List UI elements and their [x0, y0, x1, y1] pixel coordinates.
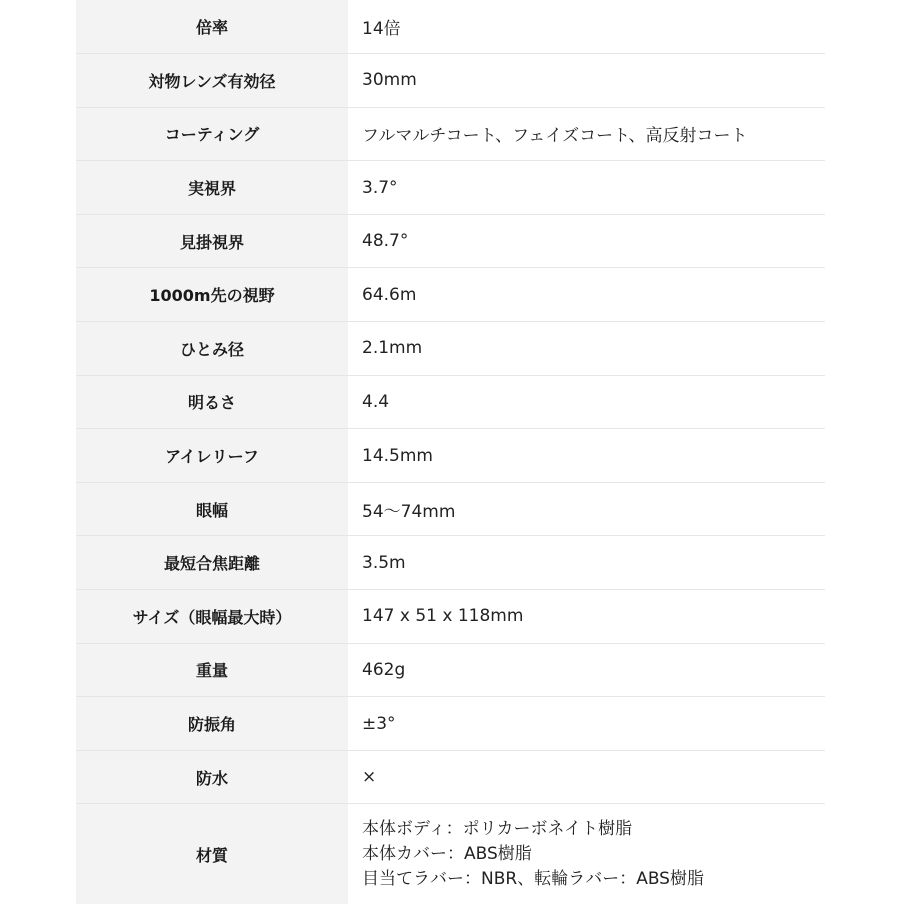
spec-row-brightness — [76, 375, 825, 429]
spec-row-waterproof — [76, 750, 825, 804]
spec-label: ひとみ径 — [76, 322, 348, 376]
spec-row-exit-pupil — [76, 322, 825, 376]
spec-value: ±3° — [348, 697, 825, 751]
spec-value: 64.6m — [348, 268, 825, 322]
spec-row-magnification — [76, 0, 825, 54]
spec-label: 最短合焦距離 — [76, 536, 348, 590]
spec-value: 30mm — [348, 54, 825, 108]
spec-value: 3.7° — [348, 161, 825, 215]
spec-value: 54～74mm — [348, 482, 825, 536]
spec-label: 実視界 — [76, 161, 348, 215]
spec-label: サイズ（眼幅最大時） — [76, 590, 348, 644]
spec-label: 1000m先の視野 — [76, 268, 348, 322]
spec-value: フルマルチコート、フェイズコート、高反射コート — [348, 107, 825, 161]
spec-row-size — [76, 590, 825, 644]
spec-row-eye-relief — [76, 429, 825, 483]
spec-row-stabilization-angle — [76, 697, 825, 751]
spec-value: 462g — [348, 643, 825, 697]
spec-value: 147 x 51 x 118mm — [348, 590, 825, 644]
spec-value — [348, 804, 825, 904]
spec-label: 防振角 — [76, 697, 348, 751]
spec-value: 14.5mm — [348, 429, 825, 483]
spec-row-material — [76, 804, 825, 904]
spec-value: 4.4 — [348, 375, 825, 429]
spec-label: 対物レンズ有効径 — [76, 54, 348, 108]
spec-value: 14倍 — [348, 0, 825, 54]
spec-row-min-focus — [76, 536, 825, 590]
spec-value: 2.1mm — [348, 322, 825, 376]
spec-row-apparent-field — [76, 214, 825, 268]
spec-row-coating — [76, 107, 825, 161]
material-line: 本体カバー：ABS樹脂 — [362, 843, 532, 864]
spec-row-real-field — [76, 161, 825, 215]
spec-label: 見掛視界 — [76, 214, 348, 268]
spec-row-field-at-1000m — [76, 268, 825, 322]
spec-value: 3.5m — [348, 536, 825, 590]
spec-value: 48.7° — [348, 214, 825, 268]
material-line: 本体ボディ：ポリカーボネイト樹脂 — [362, 818, 633, 839]
spec-label: 倍率 — [76, 0, 348, 54]
spec-label: コーティング — [76, 107, 348, 161]
spec-label: 重量 — [76, 643, 348, 697]
spec-label: アイレリーフ — [76, 429, 348, 483]
spec-row-interpupillary — [76, 482, 825, 536]
spec-value: × — [348, 750, 825, 804]
spec-label: 明るさ — [76, 375, 348, 429]
spec-label: 材質 — [76, 804, 348, 904]
spec-row-objective-diameter — [76, 54, 825, 108]
spec-label: 防水 — [76, 750, 348, 804]
spec-table — [76, 0, 825, 904]
spec-label: 眼幅 — [76, 482, 348, 536]
material-line: 目当てラバー：NBR、転輪ラバー：ABS樹脂 — [362, 868, 704, 889]
spec-row-weight — [76, 643, 825, 697]
